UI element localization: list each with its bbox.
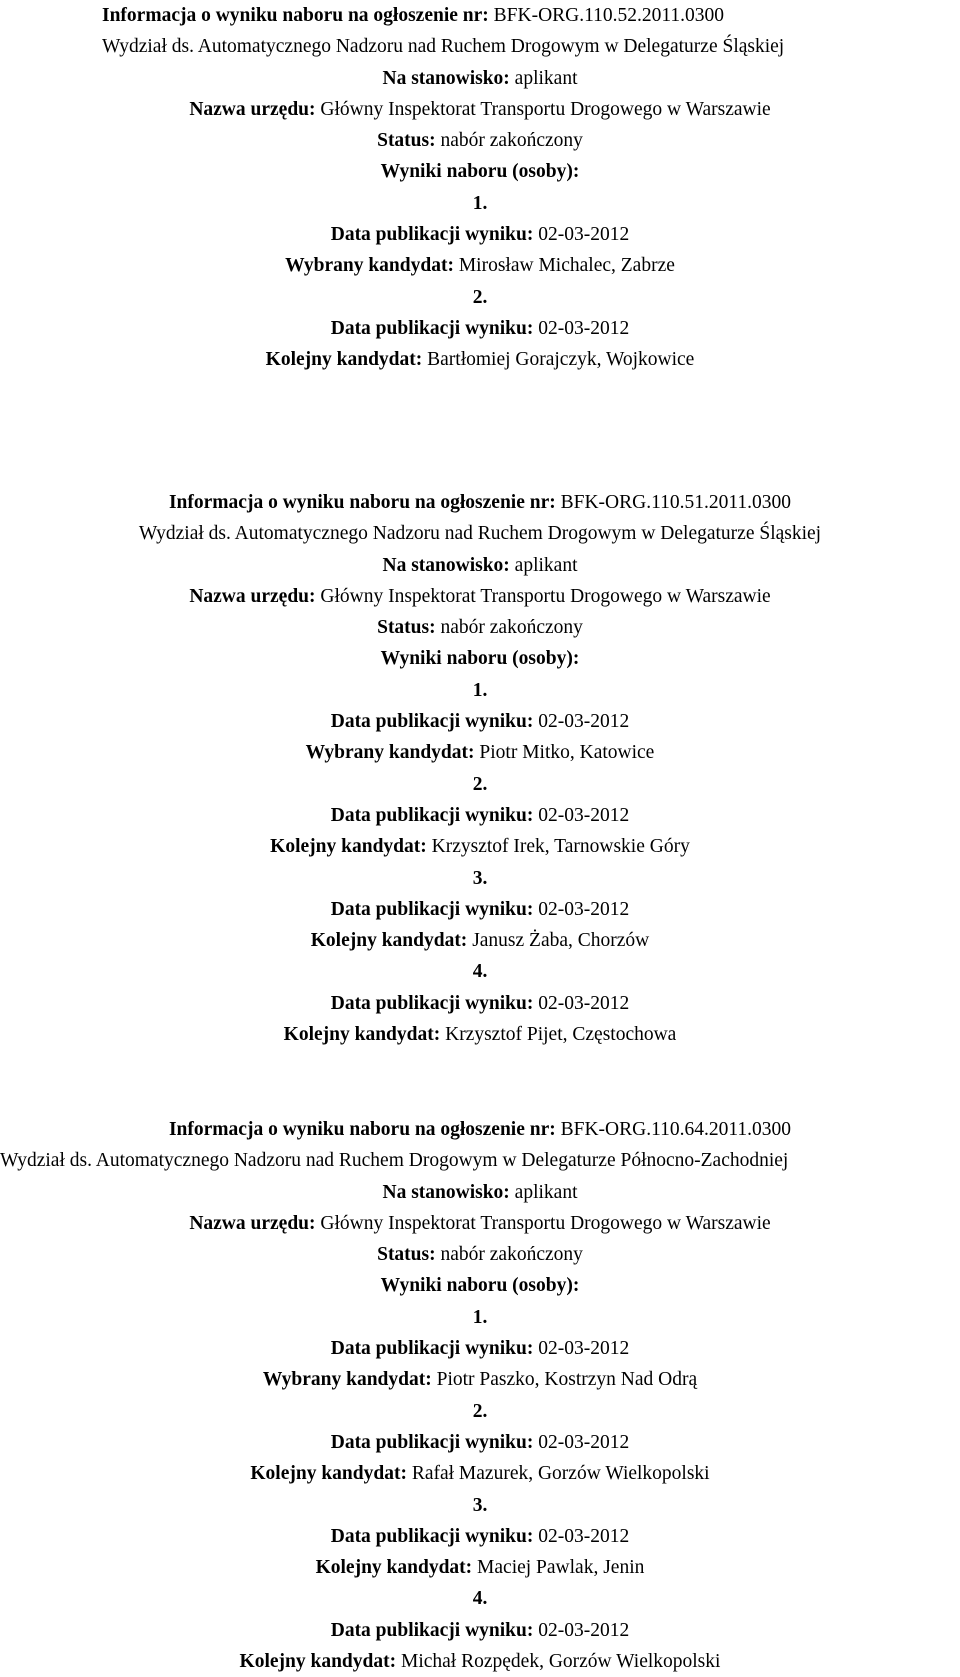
selected-candidate-line: Wybrany kandydat: Piotr Mitko, Katowice <box>305 742 655 764</box>
next-candidate-line: Kolejny kandydat: Michał Rozpędek, Gorzów Wielkopolski <box>239 1651 721 1673</box>
department-line: Wydział ds. Automatycznego Nadzoru nad Ruchem Drogowym w Delegaturze Śląskiej <box>138 523 822 545</box>
next-candidate-line: Kolejny kandydat: Krzysztof Pijet, Częstochowa <box>283 1024 677 1046</box>
announcement-header: Informacja o wyniku naboru na ogłoszenie nr: BFK-ORG.110.52.2011.0300 <box>102 5 725 26</box>
result-date-line: Data publikacji wyniku: 02-03-2012 <box>330 1338 630 1360</box>
result-index: 4. <box>472 1588 488 1610</box>
result-index: 2. <box>472 286 488 308</box>
next-candidate-line: Kolejny kandydat: Maciej Pawlak, Jenin <box>315 1557 645 1579</box>
result-index: 4. <box>472 961 488 983</box>
next-candidate-line: Kolejny kandydat: Bartłomiej Gorajczyk, Wojkowice <box>265 349 695 371</box>
announcement-block <box>0 487 960 1050</box>
results-heading: Wyniki naboru (osoby): <box>380 648 580 670</box>
office-line: Nazwa urzędu: Główny Inspektorat Transportu Drogowego w Warszawie <box>189 1212 771 1234</box>
result-index: 3. <box>472 867 488 889</box>
results-heading: Wyniki naboru (osoby): <box>380 1275 580 1297</box>
position-line: Na stanowisko: aplikant <box>382 554 578 576</box>
position-line: Na stanowisko: aplikant <box>382 67 578 89</box>
result-date-line: Data publikacji wyniku: 02-03-2012 <box>330 711 630 733</box>
department-line: Wydział ds. Automatycznego Nadzoru nad Ruchem Drogowym w Delegaturze Północno-Zachodniej <box>0 1150 789 1172</box>
result-index: 1. <box>472 192 488 214</box>
result-date-line: Data publikacji wyniku: 02-03-2012 <box>330 1525 630 1547</box>
selected-candidate-line: Wybrany kandydat: Piotr Paszko, Kostrzyn Nad Odrą <box>262 1369 698 1391</box>
result-date-line: Data publikacji wyniku: 02-03-2012 <box>330 1619 630 1641</box>
announcement-header: Informacja o wyniku naboru na ogłoszenie nr: BFK-ORG.110.51.2011.0300 <box>168 492 792 513</box>
result-date-line: Data publikacji wyniku: 02-03-2012 <box>330 317 630 339</box>
office-line: Nazwa urzędu: Główny Inspektorat Transportu Drogowego w Warszawie <box>189 585 771 607</box>
status-line: Status: nabór zakończony <box>377 130 583 152</box>
next-candidate-line: Kolejny kandydat: Janusz Żaba, Chorzów <box>310 930 650 952</box>
next-candidate-line: Kolejny kandydat: Rafał Mazurek, Gorzów Wielkopolski <box>250 1463 710 1485</box>
department-line: Wydział ds. Automatycznego Nadzoru nad Ruchem Drogowym w Delegaturze Śląskiej <box>102 36 785 58</box>
status-line: Status: nabór zakończony <box>377 617 583 639</box>
result-date-line: Data publikacji wyniku: 02-03-2012 <box>330 992 630 1014</box>
result-date-line: Data publikacji wyniku: 02-03-2012 <box>330 224 630 246</box>
announcement-block <box>0 0 960 376</box>
announcement-block <box>0 1114 960 1677</box>
office-line: Nazwa urzędu: Główny Inspektorat Transportu Drogowego w Warszawie <box>189 98 771 120</box>
result-index: 2. <box>472 1400 488 1422</box>
result-index: 1. <box>472 679 488 701</box>
result-date-line: Data publikacji wyniku: 02-03-2012 <box>330 1431 630 1453</box>
result-index: 1. <box>472 1306 488 1328</box>
result-index: 3. <box>472 1494 488 1516</box>
result-date-line: Data publikacji wyniku: 02-03-2012 <box>330 804 630 826</box>
results-heading: Wyniki naboru (osoby): <box>380 161 580 183</box>
result-date-line: Data publikacji wyniku: 02-03-2012 <box>330 898 630 920</box>
status-line: Status: nabór zakończony <box>377 1244 583 1266</box>
result-index: 2. <box>472 773 488 795</box>
selected-candidate-line: Wybrany kandydat: Mirosław Michalec, Zabrze <box>285 255 675 277</box>
next-candidate-line: Kolejny kandydat: Krzysztof Irek, Tarnowskie Góry <box>270 836 690 858</box>
announcement-header: Informacja o wyniku naboru na ogłoszenie nr: BFK-ORG.110.64.2011.0300 <box>168 1119 792 1140</box>
position-line: Na stanowisko: aplikant <box>382 1181 578 1203</box>
